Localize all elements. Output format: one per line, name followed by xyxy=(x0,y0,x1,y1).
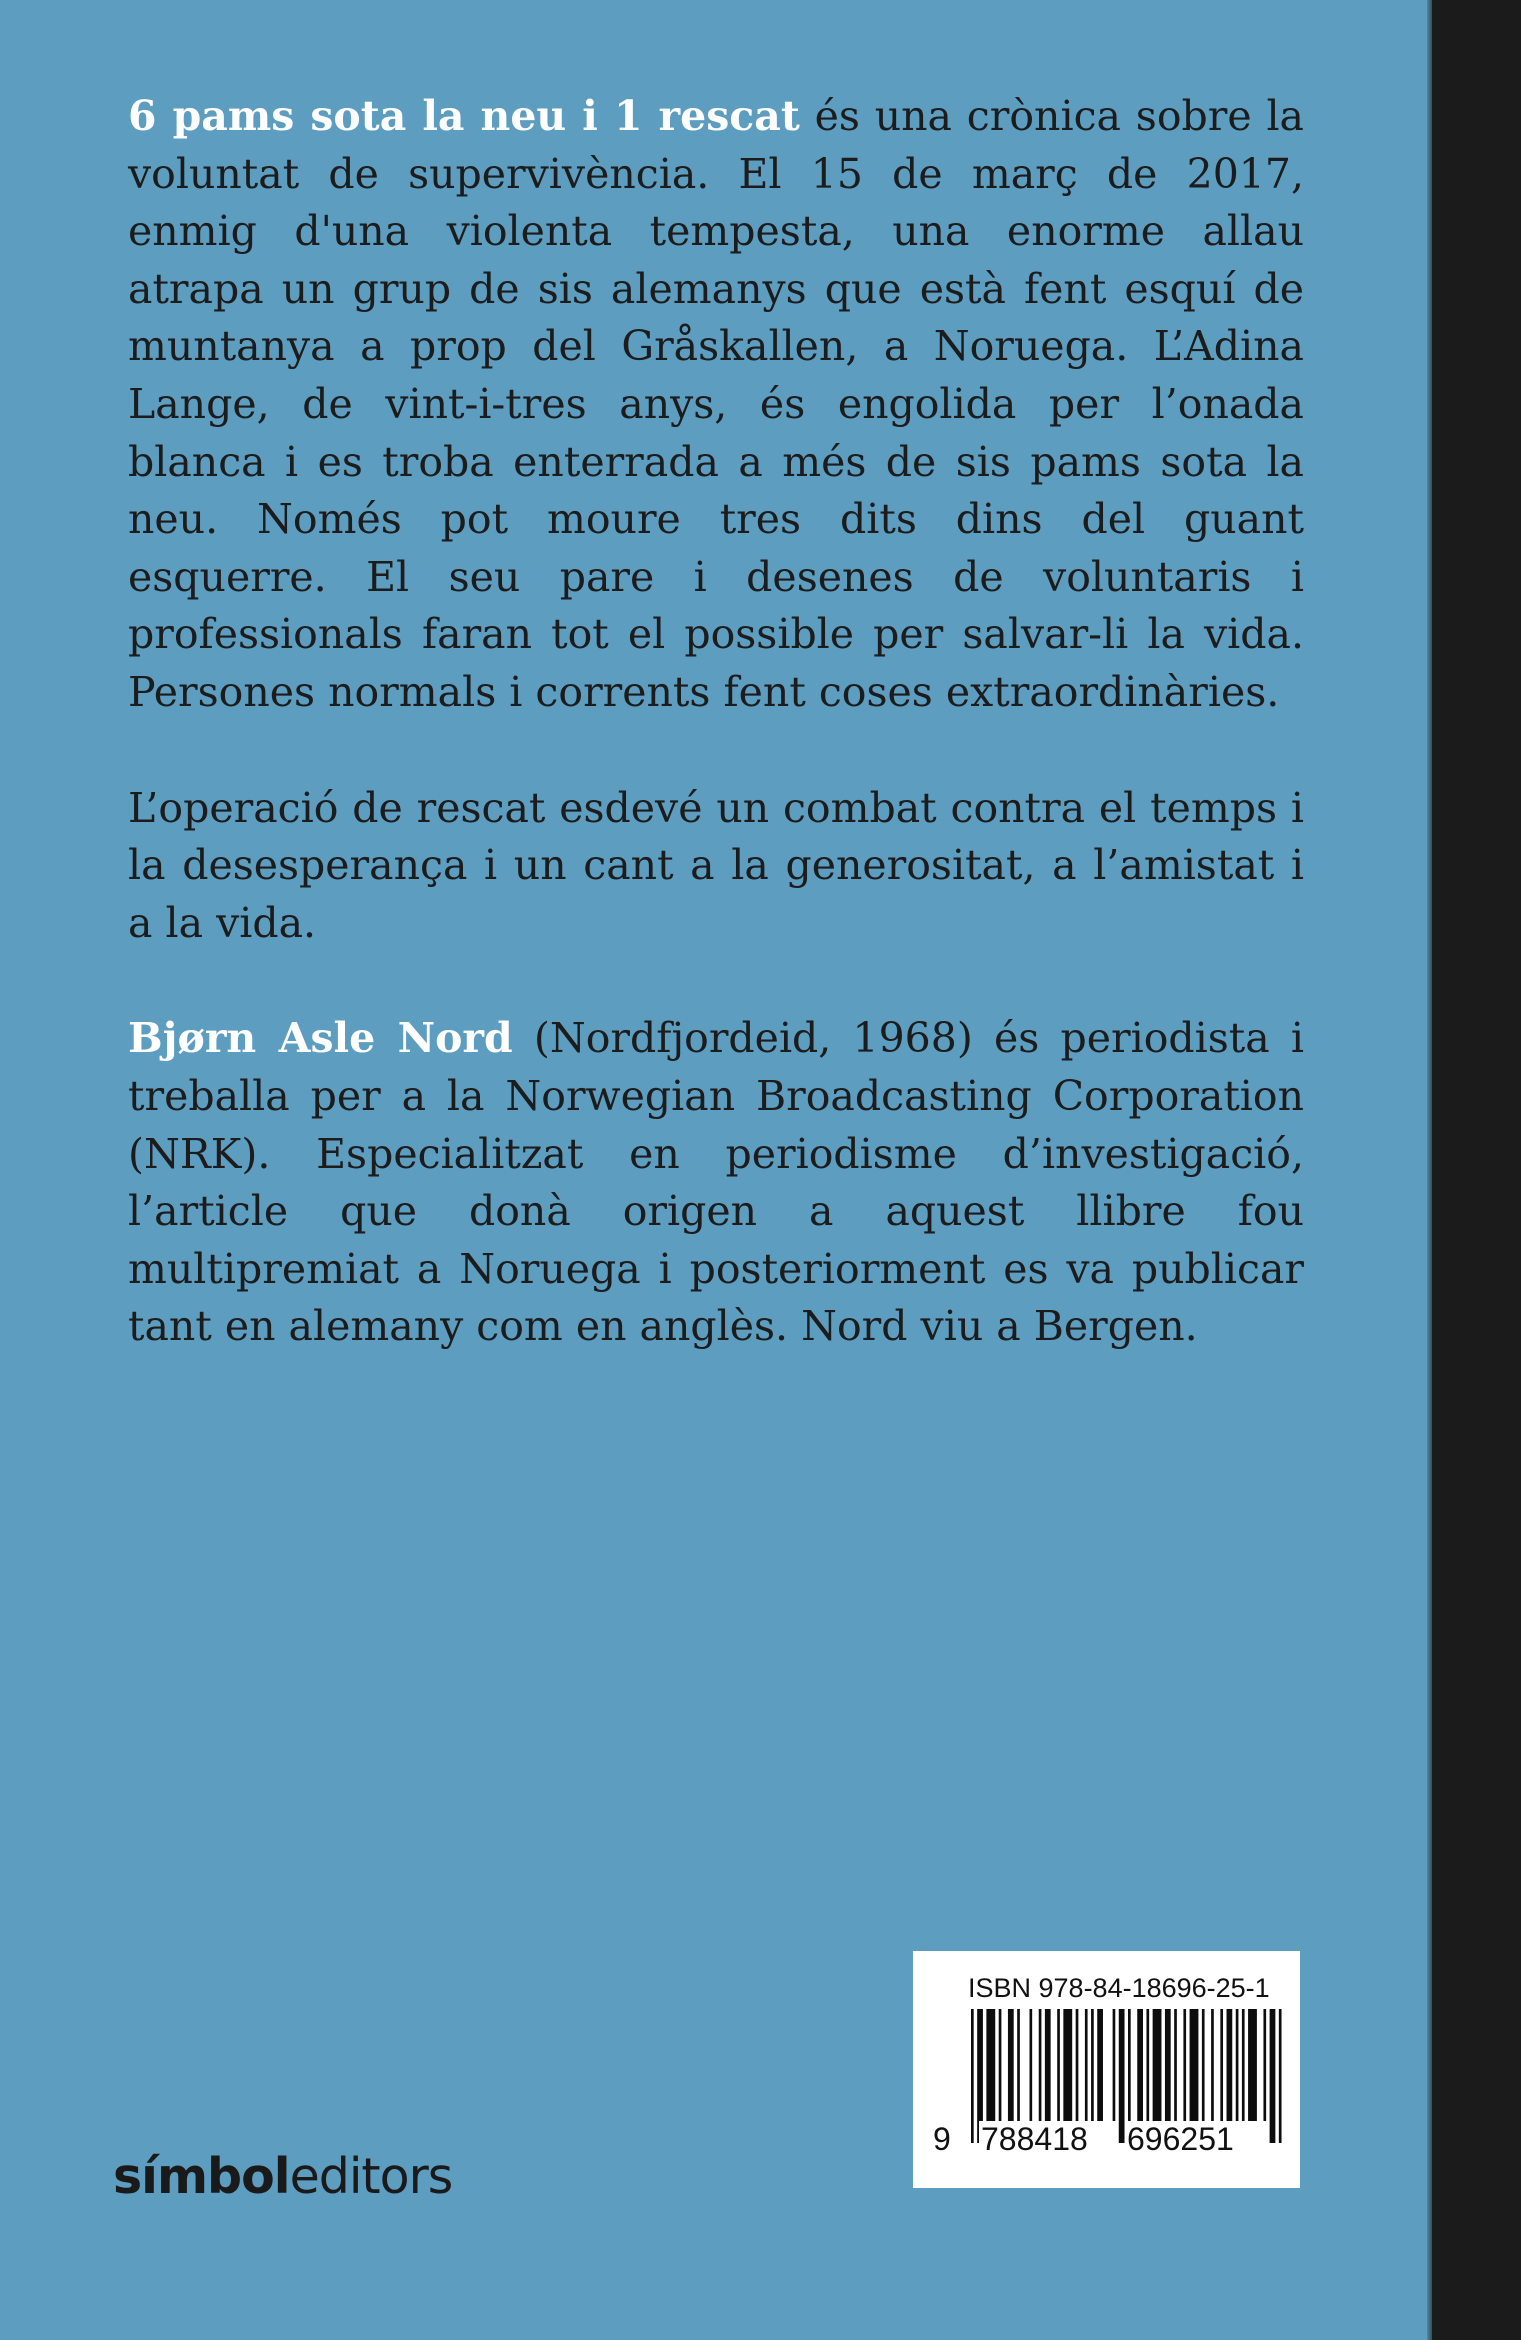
barcode-bar xyxy=(1211,2009,1214,2121)
synopsis-text: és una crònica sobre la voluntat de supervivència. El 15 de març de 2017, enmig d'una violenta tempesta, una enorme allau atrapa un grup de sis alemanys que està fent esquí de muntanya a prop del Gråskallen, a Noruega. L’Adina Lange, de vint-i-tres anys, és engolida per l’onada blanca i es troba enterrada a més de sis pams sota la neu. Només pot moure tres dits dins del guant esquerre. El seu pare i desenes de voluntaris i professionals faran tot el possible per salvar-li la vida. Persones normals i corrents fent coses extraordinàries. xyxy=(128,92,1304,716)
synopsis-paragraph-2: L’operació de rescat esdevé un combat contra el temps i la desesperança i un cant a la generositat, a l’amistat i a la vida. xyxy=(128,783,1304,947)
barcode-bar xyxy=(1190,2009,1199,2121)
author-bio-text: (Nordfjordeid, 1968) és periodista i treballa per a la Norwegian Broadcasting Corporation (NRK). Especialitzat en periodisme d’investigació, l’article que donà origen a aquest llibre fou multipremiat a Noruega i posteriorment es va publicar tant en alemany com en anglès. Nord viu a Bergen. xyxy=(128,1014,1304,1351)
barcode-bar xyxy=(1242,2009,1245,2121)
barcode-bar xyxy=(1097,2009,1103,2121)
barcode-digits-left: 788418 xyxy=(981,2121,1088,2157)
barcode-digit-first: 9 xyxy=(933,2121,951,2157)
barcode-bar xyxy=(1039,2009,1042,2121)
publisher-name-regular: editors xyxy=(289,2148,453,2205)
author-bio xyxy=(128,1010,1304,1356)
barcode-bar xyxy=(1146,2009,1149,2121)
isbn-label: ISBN 978-84-18696-25-1 xyxy=(968,1973,1270,2003)
publisher-name-bold: símbol xyxy=(113,2148,290,2205)
barcode-bars xyxy=(913,1951,1300,2188)
barcode-bar xyxy=(1236,2009,1239,2121)
barcode-bar xyxy=(1183,2009,1186,2121)
back-cover-text xyxy=(128,88,1304,1414)
barcode-digits-right: 696251 xyxy=(1127,2121,1234,2157)
barcode-bar xyxy=(1057,2009,1060,2121)
barcode-bar xyxy=(971,2009,974,2143)
barcode-bar xyxy=(1263,2009,1266,2121)
publisher-logo xyxy=(113,2148,452,2205)
barcode-bar xyxy=(1085,2009,1088,2121)
barcode-bar xyxy=(1174,2009,1177,2121)
barcode-bar xyxy=(1008,2009,1014,2121)
barcode-bar xyxy=(1165,2009,1171,2121)
isbn-barcode xyxy=(913,1951,1300,2188)
barcode-bar xyxy=(1202,2009,1205,2121)
barcode-bar xyxy=(1220,2009,1223,2121)
barcode-bar xyxy=(1091,2009,1094,2121)
barcode-bar xyxy=(1279,2009,1282,2143)
book-spine xyxy=(1432,0,1521,2340)
barcode-bar xyxy=(1153,2009,1162,2121)
barcode-bar xyxy=(1045,2009,1051,2121)
barcode-bar xyxy=(986,2009,995,2121)
barcode-bar xyxy=(999,2009,1002,2121)
book-title-highlight: 6 pams sota la neu i 1 rescat xyxy=(128,92,800,140)
barcode-bar xyxy=(1076,2009,1079,2121)
barcode-bar xyxy=(1063,2009,1072,2121)
author-name: Bjørn Asle Nord xyxy=(128,1014,513,1063)
barcode-bar xyxy=(1248,2009,1257,2121)
synopsis-paragraph-1 xyxy=(128,88,1304,722)
barcode-bar xyxy=(1119,2009,1125,2143)
barcode-bar xyxy=(1270,2009,1276,2143)
barcode-bar xyxy=(1029,2009,1032,2121)
barcode-bar xyxy=(1227,2009,1233,2121)
barcode-bar xyxy=(1113,2009,1116,2121)
barcode-bar xyxy=(1017,2009,1020,2121)
